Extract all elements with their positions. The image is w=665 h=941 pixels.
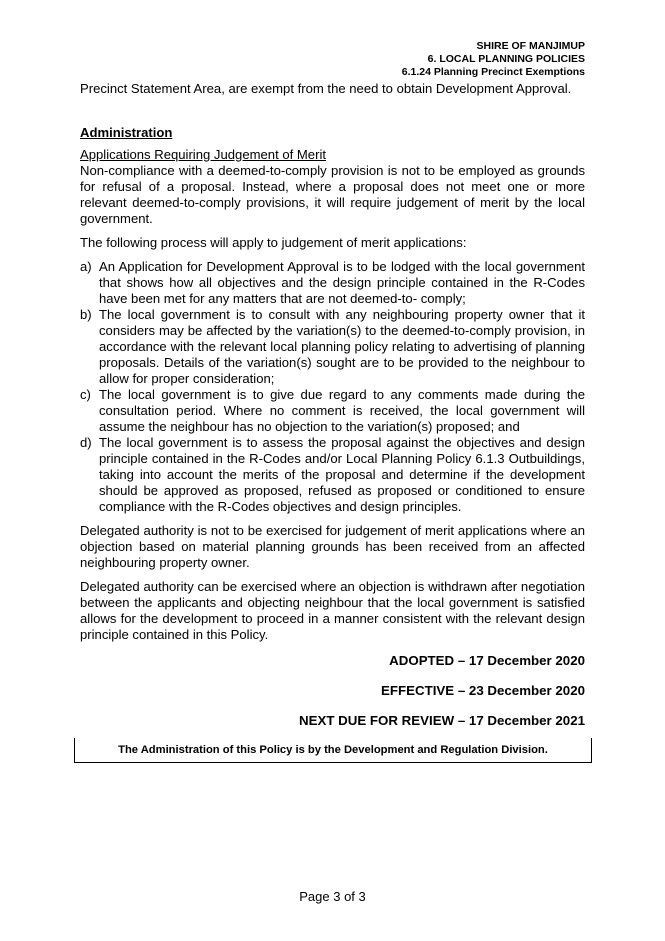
header-section: 6. LOCAL PLANNING POLICIES (427, 53, 585, 65)
list-marker: c) (80, 387, 91, 402)
administration-note-box (74, 738, 592, 763)
merit-subheading: Applications Requiring Judgement of Merit (80, 147, 327, 162)
list-item (80, 259, 585, 307)
delegation-paragraph-1: Delegated authority is not to be exercised for judgement of merit applications where an objection based on material planning grounds has been received from an affected neighbouring property owner. (80, 523, 585, 570)
administration-heading: Administration (80, 125, 173, 140)
list-marker: b) (80, 307, 92, 322)
administration-note: The Administration of this Policy is by the Development and Regulation Division. (118, 744, 548, 756)
page-number: Page 3 of 3 (299, 889, 366, 904)
list-item-text: The local government is to give due regard to any comments made during the consultation period. Where no comment is received, the local government will assume the neighbour has no objection to the variation(s) proposed; and (99, 387, 585, 434)
list-item-text: An Application for Development Approval is to be lodged with the local government that shows how all objectives and the design principle contained in the R-Codes have been met for any matters that are not deemed-to- comply; (99, 259, 585, 306)
delegation-paragraph-2: Delegated authority can be exercised where an objection is withdrawn after negotiation between the applicants and objecting neighbour that the local government is satisfied allows for the development to proceed in a manner consistent with the relevant design principle contained in this Policy. (80, 579, 585, 642)
header-organisation: SHIRE OF MANJIMUP (476, 40, 585, 52)
list-item (80, 435, 585, 515)
review-date: NEXT DUE FOR REVIEW – 17 December 2021 (299, 713, 585, 728)
intro-paragraph: Precinct Statement Area, are exempt from the need to obtain Development Approval. (80, 81, 572, 96)
header-policy-title: 6.1.24 Planning Precinct Exemptions (401, 66, 585, 78)
effective-date: EFFECTIVE – 23 December 2020 (381, 683, 585, 698)
process-steps-list (80, 259, 585, 515)
merit-paragraph-2: The following process will apply to judgement of merit applications: (80, 235, 467, 250)
page-header (402, 40, 585, 79)
page-content (80, 81, 585, 729)
page-footer (0, 889, 665, 904)
list-item (80, 387, 585, 435)
list-marker: d) (80, 435, 92, 450)
list-item-text: The local government is to consult with any neighbouring property owner that it considers may be affected by the variation(s) to the deemed-to-comply provision, in accordance with the relevant local planning policy relating to advertising of planning proposals. Details of the variation(s) sought are to be provided to the neighbour to allow for proper consideration; (99, 307, 585, 386)
list-item (80, 307, 585, 387)
adopted-date: ADOPTED – 17 December 2020 (389, 653, 585, 668)
list-marker: a) (80, 259, 92, 274)
merit-paragraph-1: Non-compliance with a deemed-to-comply provision is not to be employed as grounds for refusal of a proposal. Instead, where a proposal does not meet one or more relevant deemed-to-comply provisions, it will require judgement of merit by the local government. (80, 163, 585, 226)
list-item-text: The local government is to assess the proposal against the objectives and design principle contained in the R-Codes and/or Local Planning Policy 6.1.3 Outbuildings, taking into account the merits of the proposal and determine if the development should be approved as proposed, refused as proposed or conditioned to ensure compliance with the R-Codes objectives and design principles. (99, 435, 585, 514)
